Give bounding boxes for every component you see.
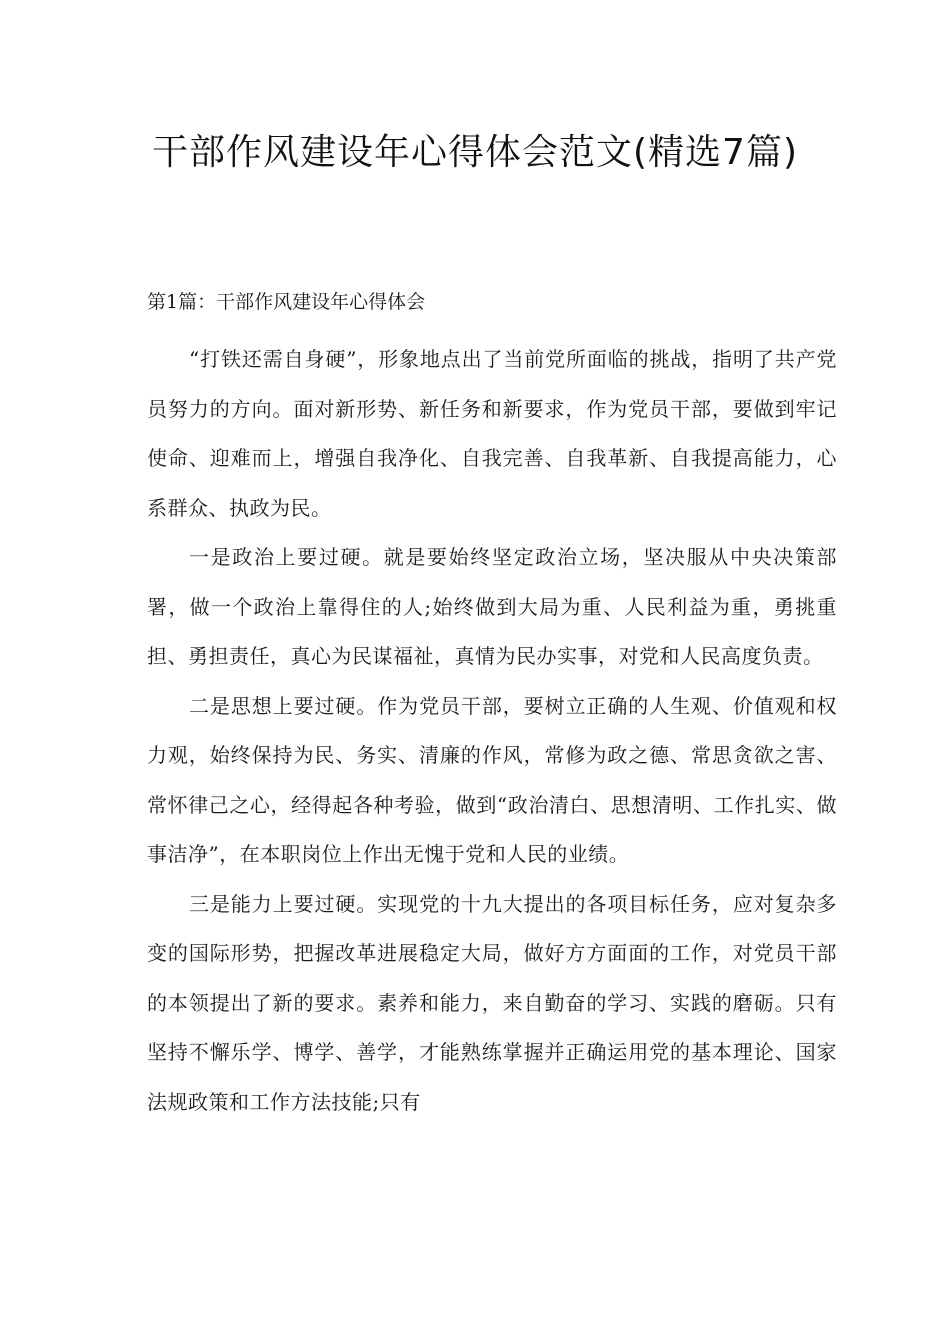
section-heading: 第1篇：干部作风建设年心得体会 bbox=[147, 291, 426, 313]
document-body bbox=[147, 335, 837, 1127]
body-paragraph: “打铁还需自身硬”，形象地点出了当前党所面临的挑战，指明了共产党员努力的方向。面对新形势、新任务和新要求，作为党员干部，要做到牢记使命、迎难而上，增强自我净化、自我完善、自我革新、自我提高能力，心系群众、执政为民。 bbox=[147, 347, 837, 520]
document-title: 干部作风建设年心得体会范文(精选7篇) bbox=[152, 132, 798, 173]
body-paragraph: 一是政治上要过硬。就是要始终坚定政治立场，坚决服从中央决策部署，做一个政治上靠得住的人;始终做到大局为重、人民利益为重，勇挑重担、勇担责任，真心为民谋福祉，真情为民办实事，对党和人民高度负责。 bbox=[147, 545, 837, 668]
body-paragraph: 三是能力上要过硬。实现党的十九大提出的各项目标任务，应对复杂多变的国际形势，把握改革进展稳定大局，做好方方面面的工作，对党员干部的本领提出了新的要求。素养和能力，来自勤奋的学习、实践的磨砺。只有坚持不懈乐学、博学、善学，才能熟练掌握并正确运用党的基本理论、国家法规政策和工作方法技能;只有 bbox=[147, 891, 837, 1114]
body-paragraph: 二是思想上要过硬。作为党员干部，要树立正确的人生观、价值观和权力观，始终保持为民、务实、清廉的作风，常修为政之德、常思贪欲之害、常怀律己之心，经得起各种考验，做到“政治清白、思想清明、工作扎实、做事洁净”，在本职岗位上作出无愧于党和人民的业绩。 bbox=[147, 693, 837, 866]
